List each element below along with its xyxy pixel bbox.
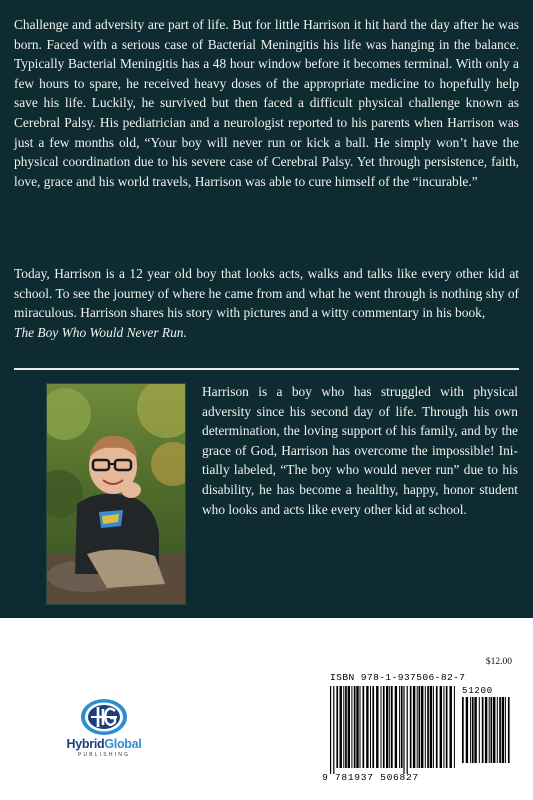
price-code: 51200 [462, 686, 494, 696]
today-paragraph-text: Today, Harrison is a 12 year old boy that looks acts, walks and talks like every other kid at school. To see the journey of where he came from and what he went through is nothing shy of miraculous. Harrison shares his story with pictures and a witty commentary in his book, [14, 266, 519, 321]
barcode-main-bars [330, 686, 456, 774]
publisher-tagline: PUBLISHING [77, 752, 131, 758]
intro-paragraph: Challenge and adversity are part of life. But for little Harrison it hit hard the day after he was born. Faced with a serious case of Bacterial Meningitis his life was hanging in the balance. Typically Bacterial Meningitis has a 48 hour window before it becomes terminal. With only a few hours to spare, he received heavy doses of the appropriate medicine to hopefully help save his life. Luckily, he survived but then faced a difficult physical challenge known as Cerebral Palsy. His pediatrician and a neurologist reported to his parents when Harrison was just a few months old, “Your boy will never run or kick a ball. He simply won’t have the physical coordination due to his severe case of Cerebral Palsy. Yet through persistence, faith, love, grace and his world travels, Harrison was able to cure himself of the “incurable.” [14, 17, 519, 189]
author-bio: Harrison is a boy who has struggled with physical adversity since his second day of life. Through his own determination, the loving support of his family, and by the grace of God, Harrison has overcome the impossible! Ini-tially labeled, “The boy who would never run” due to his disability, he has become a healthy, happy, honor student who looks and acts like every other kid at school. [202, 384, 518, 517]
publisher-name: HybridGlobal [66, 737, 142, 751]
today-paragraph [14, 264, 519, 342]
divider [14, 368, 519, 370]
publisher-logo-icon [79, 698, 129, 736]
barcode-addon-bars [462, 697, 512, 769]
publisher-logo [62, 698, 146, 758]
isbn-label: ISBN 978-1-937506-82-7 [330, 672, 466, 683]
book-title: The Boy Who Would Never Run. [14, 324, 187, 340]
isbn-barcode [320, 668, 520, 786]
author-photo [46, 383, 186, 605]
barcode-digits: 9 781937 506827 [322, 772, 419, 783]
price-label: $12.00 [485, 657, 512, 667]
